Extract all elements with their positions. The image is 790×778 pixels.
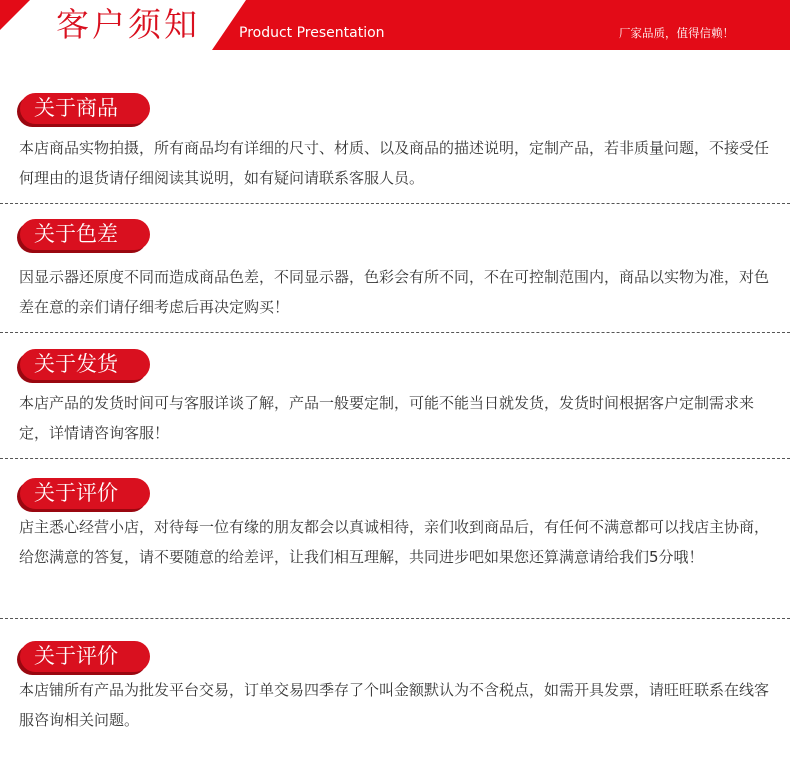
section-heading-tag: 关于评价 [20,641,150,672]
section-divider [0,458,790,459]
section-text: 本店产品的发货时间可与客服详谈了解，产品一般要定制，可能不能当日就发货，发货时间根据客户定制需求来定，详情请咨询客服！ [19,394,755,442]
section-text: 店主悉心经营小店，对待每一位有缘的朋友都会以真诚相待，亲们收到商品后，有任何不满意都可以找店主协商，给您满意的答复，请不要随意的给差评，让我们相互理解，共同进步吧如果您还算满意请给我们5分哦！ [19,518,770,566]
section-text: 因显示器还原度不同而造成商品色差，不同显示器，色彩会有所不同，不在可控制范围内，商品以实物为准，对色差在意的亲们请仔细考虑后再决定购买！ [19,268,770,316]
section-heading-tag: 关于评价 [20,478,150,509]
header-slogan: 厂家品质，值得信赖！ [619,26,734,40]
section-text: 本店铺所有产品为批发平台交易，订单交易四季存了个叫金额默认为不含税点，如需开具发票，请旺旺联系在线客服咨询相关问题。 [19,681,770,729]
section-text: 本店商品实物拍摄，所有商品均有详细的尺寸、材质、以及商品的描述说明，定制产品，若非质量问题，不接受任何理由的退货请仔细阅读其说明，如有疑问请联系客服人员。 [19,139,770,187]
page-subtitle: Product Presentation [239,25,385,41]
section-heading-tag: 关于商品 [20,93,150,124]
section-divider [0,203,790,204]
section-heading-tag: 关于色差 [20,219,150,250]
section-divider [0,332,790,333]
section-divider [0,618,790,619]
page-title: 客户须知 [56,5,200,44]
section-heading-tag: 关于发货 [20,349,150,380]
